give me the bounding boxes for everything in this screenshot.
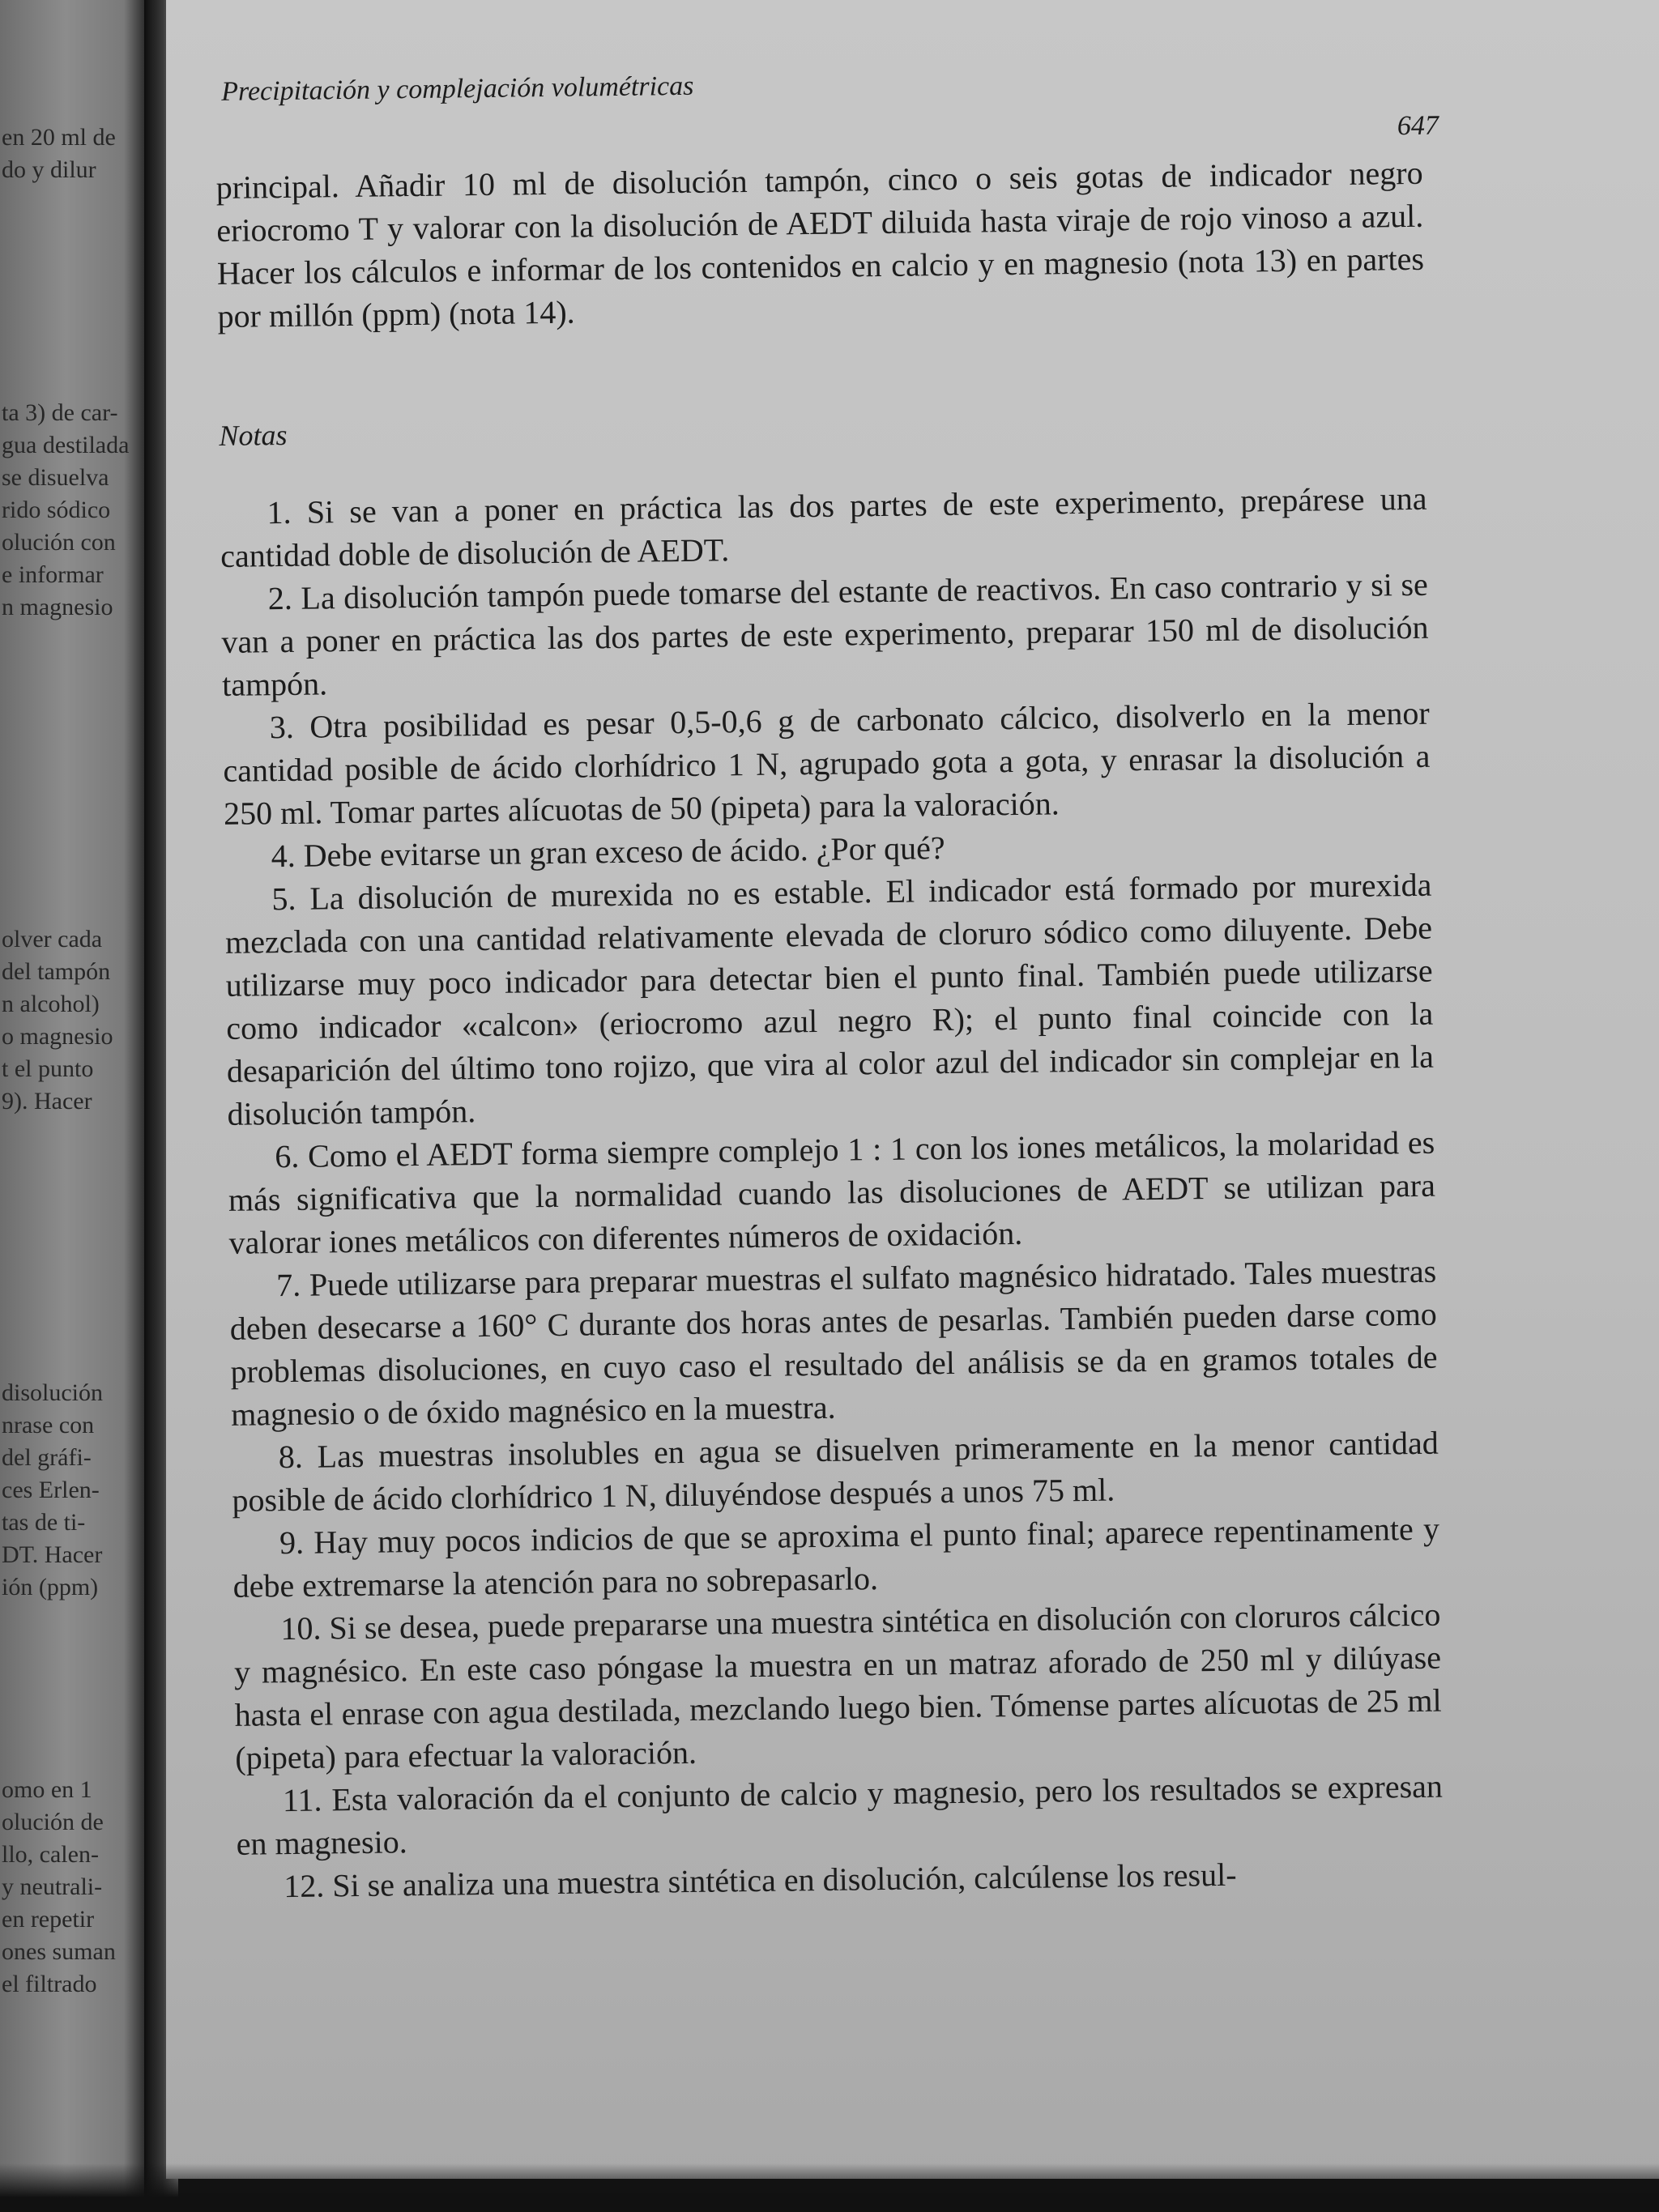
note-item: 12. Si se analiza una muestra sintética en disolución, calcúlense los resul- [284,1856,1237,1905]
left-page-fragment [2,1774,143,2001]
left-page-line: olución de [2,1809,104,1835]
left-page-line: tas de ti- [2,1509,86,1536]
note-item: 2. La disolución tampón puede tomarse del estante de reactivos. En caso contrario y si se van a poner en práctica las dos partes de este experimento, preparar 150 ml de disolución tampón. [221,565,1429,703]
note-item: 11. Esta valoración da el conjunto de calcio y magnesio, pero los resultados se expresan en magnesio. [236,1767,1444,1862]
left-page-line: en 20 ml de [2,124,116,151]
left-page-line: en repetir [2,1906,95,1933]
left-page-line: olución con [2,529,116,556]
left-page-line: ones suman [2,1938,116,1965]
intro-paragraph: principal. Añadir 10 ml de disolución tampón, cinco o seis gotas de indicador negro eriocromo T y valorar con la disolución de AEDT diluida hasta viraje de rojo vinoso a azul. Hacer los cálculos e informar de los contenidos en calcio y en magnesio (nota 13) en partes por millón (ppm) (nota 14). [215,154,1425,335]
left-page-fragment [2,923,143,1118]
note-item: 4. Debe evitarse un gran exceso de ácido. ¿Por qué? [271,829,945,875]
left-page-line: se disuelva [2,464,109,491]
left-page-line: do y dilur [2,156,96,183]
left-page-line: llo, calen- [2,1841,99,1868]
left-page-line: DT. Hacer [2,1541,103,1568]
note-item: 9. Hay muy pocos indicios de que se aproxima el punto final; aparece repentinamente y debe extremarse la atención para no sobrepasarlo. [232,1510,1440,1605]
note-item: 1. Si se van a poner en práctica las dos partes de este experimento, prepárese una cantidad doble de disolución de AEDT. [220,479,1427,574]
note-item: 7. Puede utilizarse para preparar muestras el sulfato magnésico hidratado. Tales muestras deben desecarse a 160° C durante dos horas antes de pesarlas. También pueden darse como problemas disoluciones, en cuyo caso el resultado del análisis se da en gramos totales de magnesio o de óxido magnésico en la muestra. [229,1252,1438,1433]
note-item: 6. Como el AEDT forma siempre complejo 1 : 1 con los iones metálicos, la molaridad es más significativa que la normalidad cuando las disoluciones de AEDT se utilizan para valorar iones metálicos con diferentes números de oxidación. [228,1123,1436,1261]
left-page-line: disolución [2,1379,103,1406]
note-item: 5. La disolución de murexida no es estable. El indicador está formado por murexida mezclada con una cantidad relativamente elevada de cloruro sódico como diluyente. Debe utilizarse muy poco indicador para detectar bien el punto final. También puede utilizarse como indicador «calcon» (eriocromo azul negro R); el punto final coincide con la desaparición del último tono rojizo, que vira al color azul del indicador sin complejar en la disolución tampón. [224,866,1435,1132]
left-page-fragment [2,1377,143,1604]
left-page-line: 9). Hacer [2,1088,92,1115]
left-page-line: olver cada [2,926,103,953]
left-page-fragment [2,397,143,624]
note-item: 3. Otra posibilidad es pesar 0,5-0,6 g de carbonato cálcico, disolverlo en la menor cantidad posible de ácido clorhídrico 1 N, agrupado gota a gota, y enrasar la disolución a 250 ml. Tomar partes alícuotas de 50 (pipeta) para la valoración. [223,694,1431,832]
left-page-line: t el punto [2,1055,94,1082]
book-page [166,0,1659,2179]
left-page-line: n magnesio [2,594,113,620]
running-head: Precipitación y complejación volumétricas [220,70,694,107]
left-page-line: e informar [2,561,104,588]
note-item: 8. Las muestras insolubles en agua se disuelven primeramente en la menor cantidad posible de ácido clorhídrico 1 N, diluyéndose después a unos 75 ml. [232,1424,1439,1519]
left-page-line: del tampón [2,958,111,985]
left-page-line: o magnesio [2,1023,113,1050]
page-number: 647 [1397,110,1439,142]
left-page-line: n alcohol) [2,991,100,1017]
left-page [0,0,146,2212]
left-page-line: ces Erlen- [2,1477,100,1503]
note-item: 10. Si se desea, puede prepararse una muestra sintética en disolución con cloruros cálcico y magnésico. En este caso póngase la muestra en un matraz aforado de 250 ml y dilúyase hasta el enrase con agua destilada, mezclando luego bien. Tómense partes alícuotas de 25 ml (pipeta) para efectuar la valoración. [233,1596,1442,1776]
left-page-line: rido sódico [2,497,111,523]
page-content [215,62,1444,1908]
page-bottom-shadow [0,2163,1659,2212]
left-page-fragment [2,121,143,186]
notes-list [220,477,1444,1908]
left-page-line: ta 3) de car- [2,399,118,426]
notes-heading: Notas [219,418,288,452]
left-page-line: omo en 1 [2,1776,92,1803]
left-page-line: gua destilada [2,432,130,458]
left-page-line: y neutrali- [2,1873,103,1900]
left-page-line: nrase con [2,1412,95,1438]
left-page-line: del gráfi- [2,1444,92,1471]
left-page-line: el filtrado [2,1971,97,1997]
left-page-line: ión (ppm) [2,1574,99,1600]
